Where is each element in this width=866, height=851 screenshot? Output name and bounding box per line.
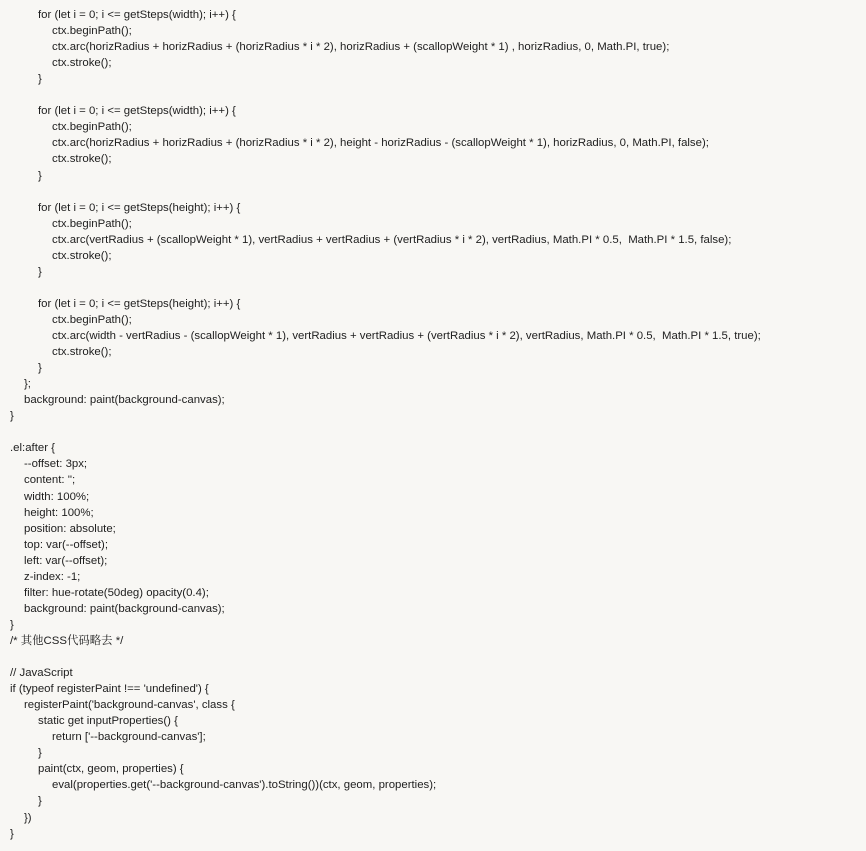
code-line: }) (24, 811, 32, 824)
code-line: content: ''; (24, 474, 76, 487)
code-line: } (38, 73, 42, 86)
code-line: } (38, 747, 42, 760)
code-line: } (10, 827, 14, 840)
code-line: } (38, 169, 42, 182)
code-line: ctx.stroke(); (52, 57, 112, 70)
code-line: for (let i = 0; i <= getSteps(height); i++) { (38, 201, 241, 214)
code-line: ctx.arc(width - vertRadius - (scallopWeight * 1), vertRadius + vertRadius + (vertRadius * i * 2), vertRadius, Math.PI * 0.5, Math.PI * 1.5, true); (52, 330, 761, 342)
code-line: background: paint(background-canvas); (24, 602, 225, 615)
code-line: ctx.arc(horizRadius + horizRadius + (horizRadius * i * 2), height - horizRadius - (scallopWeight * 1), horizRadius, 0, Math.PI, false); (52, 137, 709, 150)
code-line: ctx.stroke(); (52, 249, 112, 262)
code-line: ctx.beginPath(); (52, 313, 132, 326)
code-line: paint(ctx, geom, properties) { (38, 763, 184, 776)
code-line: }; (24, 378, 31, 391)
code-line: left: var(--offset); (24, 554, 108, 567)
code-line: ctx.arc(vertRadius + (scallopWeight * 1), vertRadius + vertRadius + (vertRadius * i * 2), vertRadius, Math.PI * 0.5, Math.PI * 1.5, false); (52, 233, 732, 246)
code-line: for (let i = 0; i <= getSteps(width); i++) { (38, 9, 236, 21)
code-line: if (typeof registerPaint !== 'undefined') { (10, 683, 209, 696)
code-line: ctx.stroke(); (52, 153, 112, 166)
code-line: background: paint(background-canvas); (24, 394, 225, 407)
code-line: --offset: 3px; (24, 458, 88, 471)
code-line: filter: hue-rotate(50deg) opacity(0.4); (24, 586, 209, 599)
code-line: ctx.stroke(); (52, 346, 112, 359)
code-line: ctx.arc(horizRadius + horizRadius + (horizRadius * i * 2), horizRadius + (scallopWeight * 1) , horizRadius, 0, Math.PI, true); (52, 41, 670, 54)
code-line: z-index: -1; (24, 570, 81, 583)
code-line: } (38, 795, 42, 808)
code-line: return ['--background-canvas']; (52, 731, 206, 744)
code-line: ctx.beginPath(); (52, 121, 132, 134)
code-line: top: var(--offset); (24, 538, 108, 551)
code-line: } (10, 410, 14, 423)
code-line: /* 其他CSS代码略去 */ (10, 634, 124, 647)
code-line: height: 100%; (24, 506, 94, 519)
code-line: .el:after { (10, 442, 55, 455)
code-line: ctx.beginPath(); (52, 217, 132, 230)
code-line: registerPaint('background-canvas', class { (24, 699, 235, 712)
code-line: } (10, 618, 14, 631)
code-line: position: absolute; (24, 522, 116, 535)
code-line: // JavaScript (10, 667, 73, 680)
code-line: ctx.beginPath(); (52, 25, 132, 38)
code-line: static get inputProperties() { (38, 715, 178, 728)
code-line: } (38, 362, 42, 375)
code-line: width: 100%; (24, 490, 90, 503)
code-line: eval(properties.get('--background-canvas').toString())(ctx, geom, properties); (52, 779, 437, 792)
code-line: } (38, 265, 42, 278)
code-line: for (let i = 0; i <= getSteps(width); i++) { (38, 105, 236, 118)
code-line: for (let i = 0; i <= getSteps(height); i++) { (38, 297, 241, 310)
